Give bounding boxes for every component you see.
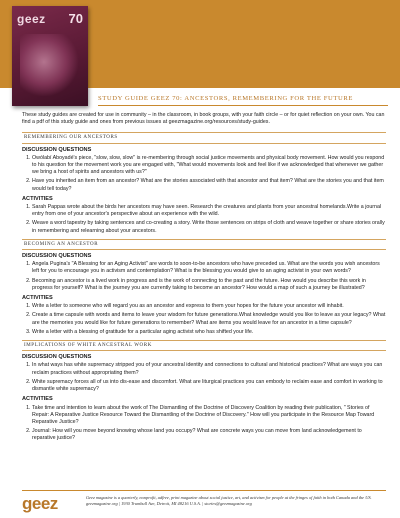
list-item: 2. Weave a word tapestry by taking sentences and co-creating a story. Write those sentences on strips of cloth and weave together or share stories orally in remembering and relearning about your ancestors. <box>32 220 386 234</box>
cover-artwork <box>20 34 80 96</box>
section-title: REMEMBERING OUR ANCESTORS <box>22 132 386 143</box>
section-title: IMPLICATIONS OF WHITE ANCESTRAL WORK <box>22 340 386 351</box>
list-item: 1. Sarah Pappas wrote about the birds her ancestors may have seen. Research the creatures and plants from your ancestral homelands.Write a journal entry from one of your ancestor's perspective about an experience with the wild. <box>32 204 386 218</box>
section-implications <box>22 340 386 442</box>
title-divider <box>98 105 388 106</box>
intro-paragraph: These study guides are created for use in community – in the classroom, in book groups, with your faith circle – or for quiet reflection on your own. You can find a pdf of this study guide and ones from previous issues at geezmagazine.org/resources/study-guides. <box>22 112 385 126</box>
section-becoming <box>22 239 386 336</box>
discussion-list <box>22 261 386 292</box>
activities-list <box>22 405 386 443</box>
list-item: 1. Take time and intention to learn about the work of The Dismantling of the Doctrine of Discovery Coalition by reading their publication, " Stories of Repair: A Reparative Justice Resource Toward the Dismantling of the Doctrine of Discovery." How will you participate in the Resource Map Toward Reparative Justice? <box>32 405 386 427</box>
discussion-heading: DISCUSSION QUESTIONS <box>22 146 92 153</box>
cover-issue-number: 70 <box>68 11 83 26</box>
list-item: 2. Becoming an ancestor is a lived work in progress and is the work of connecting to the past and the future. How would you describe this work in progress for yourself? What is the journey you are currently taking to become an ancestor? How would a map of such a journey be illustrated? <box>32 278 386 292</box>
activities-list <box>22 204 386 235</box>
section-title: BECOMING AN ANCESTOR <box>22 239 386 250</box>
study-guide-content <box>22 112 386 445</box>
list-item: 1. Owólabí Aboyadé's piece, "slow, slow, slow" is re-membering through social justice movements and physical body movement. How would you respond to his question for the movement work you are engaged with, "What would movements look and feel like if we acknowledged that whenever we gather we bring a host of spirits and ancestors with us?" <box>32 155 386 177</box>
magazine-cover-image <box>12 6 88 106</box>
discussion-heading: DISCUSSION QUESTIONS <box>22 253 92 260</box>
list-item: 2. Create a time capsule with words and items to leave your wisdom for future generations.What knowledge would you like to leave as your legacy? What are the memories you would like for future generations to remember? What are items you would leave for an ancestor in a time capsule? <box>32 312 386 326</box>
list-item: 2. Journal: How will you move beyond knowing whose land you occupy? What are concrete ways you can move from land acknowledgement to reparative justice? <box>32 428 386 442</box>
page-title: STUDY GUIDE GEEZ 70: ANCESTORS, REMEMBERING FOR THE FUTURE <box>98 95 354 102</box>
discussion-heading: DISCUSSION QUESTIONS <box>22 354 92 361</box>
discussion-list <box>22 155 386 193</box>
activities-heading: ACTIVITIES <box>22 396 53 403</box>
discussion-list <box>22 362 386 393</box>
activities-heading: ACTIVITIES <box>22 195 53 202</box>
list-item: 1. Angela Pugina's "A Blessing for an Aging Activist" are words to soon-to-be ancestors who have preceded us. What are the words you wish ancestors left for you to encourage you in activism and contemplation? What is the blessing you would give to an aging activist in your own words? <box>32 261 386 275</box>
list-item: 1. Write a letter to someone who will regard you as an ancestor and express to them your hopes for the future your ancestor will inhabit. <box>32 303 386 310</box>
list-item: 2. Have you inherited an item from an ancestor? What are the stories associated with that ancestor and that item? What are the stories you and that item would tell today? <box>32 178 386 192</box>
footer-logo: geez <box>22 494 58 513</box>
cover-logo: geez <box>17 12 46 26</box>
list-item: 2. White supremacy forces all of us into dis-ease and discomfort. What are liturgical practices you can embody to reclaim ease and comfort in working to dismantle white supremacy? <box>32 379 386 393</box>
footer-divider <box>22 490 386 491</box>
activities-list <box>22 303 386 336</box>
list-item: 1. In what ways has white supremacy stripped you of your ancestral identity and connections to cultural and historical practices? What are ways you can reclaim practices without appropriating them? <box>32 362 386 376</box>
section-remembering <box>22 132 386 234</box>
footer-text: Geez magazine is a quarterly, nonprofit, adfree, print magazine about social justice, art, and activism for people at the fringes of faith in both Canada and the US. geezmagazine.org | 1930 Trumbull Ave, Detroit, MI 48216 U.S.A. | stories@geezmagazine.org <box>86 495 372 507</box>
list-item: 3. Write a letter with a blessing of gratitude for a particular aging activist who has shifted your life. <box>32 329 386 336</box>
activities-heading: ACTIVITIES <box>22 295 53 302</box>
